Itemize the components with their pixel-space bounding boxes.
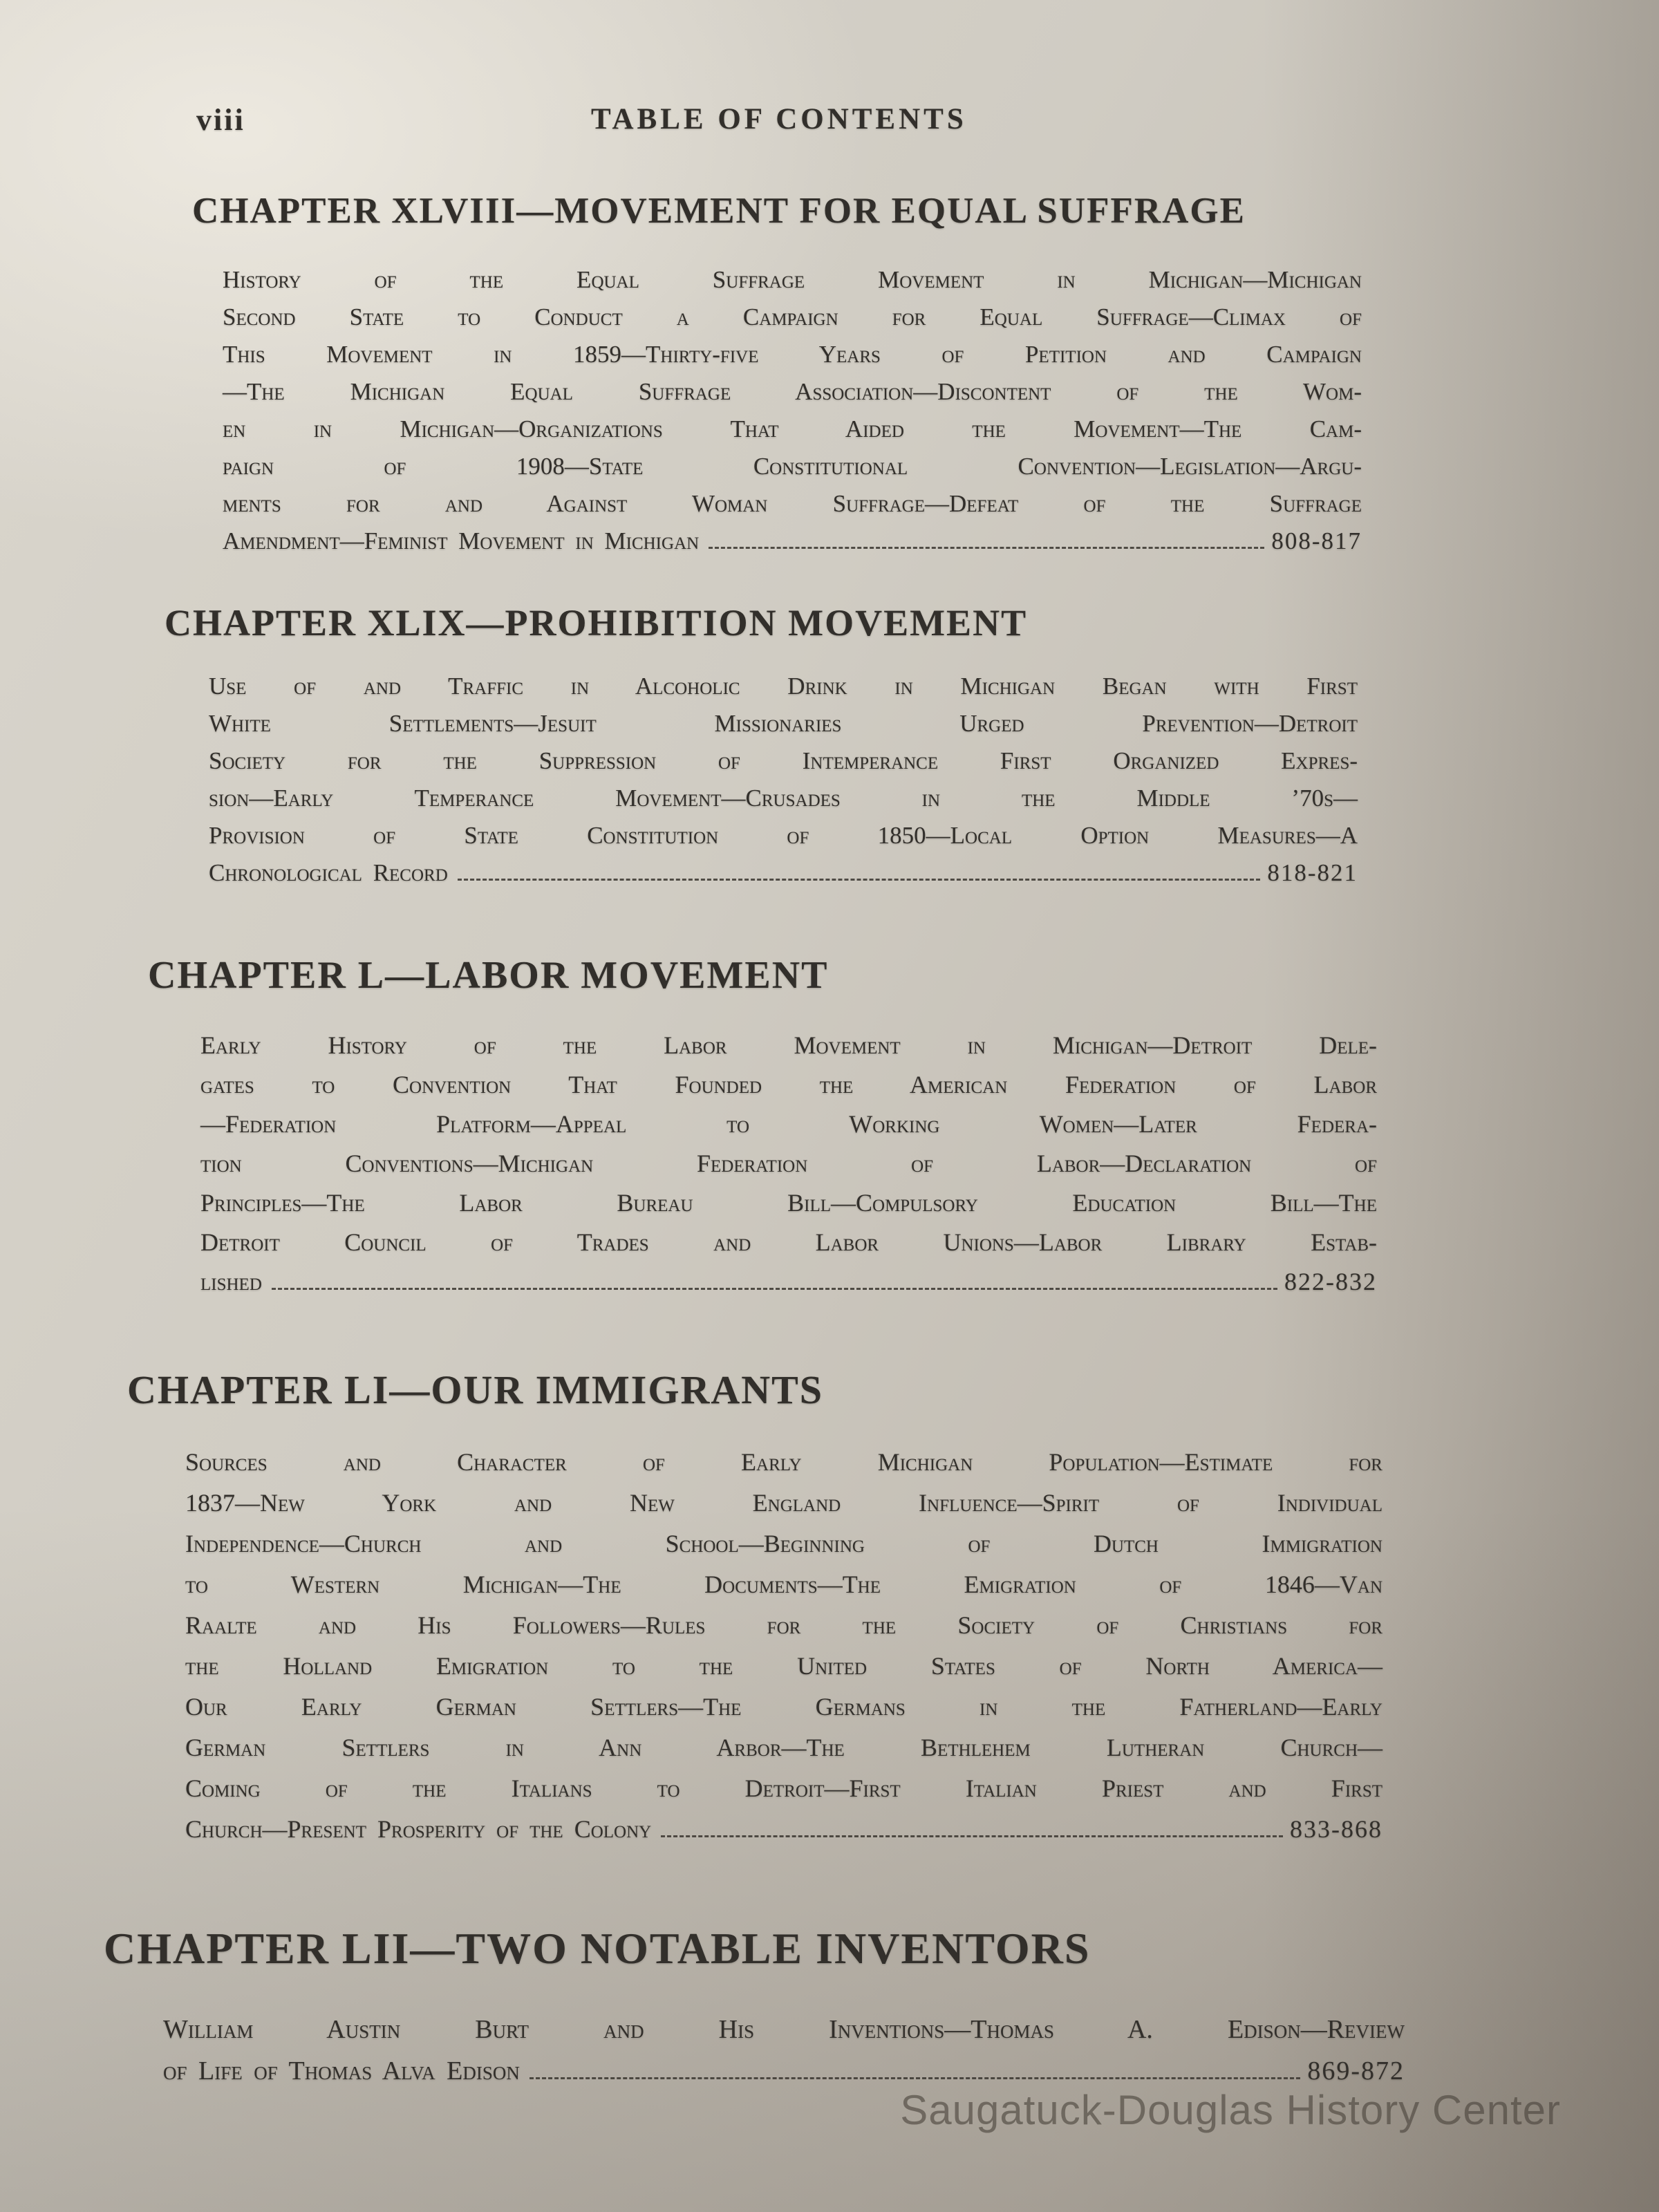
toc-line: gates to Convention That Founded the American Federation of Labor <box>200 1071 1377 1098</box>
toc-last-line <box>163 2050 1405 2092</box>
toc-last-line <box>223 523 1362 560</box>
toc-chapter <box>0 600 1659 892</box>
chapter-title: CHAPTER L—LABOR MOVEMENT <box>148 954 829 997</box>
chapter-title: CHAPTER LII—TWO NOTABLE INVENTORS <box>104 1924 1091 1973</box>
toc-line: White Settlements—Jesuit Missionaries Urged Prevention—Detroit <box>209 710 1358 737</box>
toc-line: —The Michigan Equal Suffrage Association—Discontent of the Wom- <box>223 378 1362 405</box>
toc-last-line <box>209 854 1358 892</box>
toc-chapter <box>0 1367 1659 1850</box>
chapter-title: CHAPTER LI—OUR IMMIGRANTS <box>127 1367 824 1412</box>
page-number: viii <box>196 103 245 137</box>
page-range: 869-872 <box>1307 2056 1405 2086</box>
watermark: Saugatuck-Douglas History Center <box>900 2087 1561 2133</box>
toc-line: en in Michigan—Organizations That Aided the Movement—The Cam- <box>223 415 1362 442</box>
toc-line: Second State to Conduct a Campaign for Equal Suffrage—Climax of <box>223 303 1362 330</box>
toc-line: Church—Present Prosperity of the Colony <box>185 1815 652 1843</box>
page-range: 808-817 <box>1271 527 1362 554</box>
dot-leader <box>709 547 1264 549</box>
toc-line: William Austin Burt and His Inventions—Thomas A. Edison—Review <box>163 2015 1405 2044</box>
toc-line: to Western Michigan—The Documents—The Emigration of 1846—Van <box>185 1571 1382 1598</box>
dot-leader <box>458 879 1261 881</box>
page-range: 833-868 <box>1290 1815 1382 1843</box>
toc-chapter <box>0 953 1659 1302</box>
chapter-title: CHAPTER XLIX—PROHIBITION MOVEMENT <box>165 602 1028 644</box>
toc-line: Society for the Suppression of Intemperance First Organized Expres- <box>209 747 1358 774</box>
chapter-summary <box>209 668 1358 892</box>
page-range: 818-821 <box>1267 859 1358 886</box>
chapter-summary <box>223 261 1362 560</box>
chapter-title: CHAPTER XLVIII—MOVEMENT FOR EQUAL SUFFRAGE <box>192 191 1246 231</box>
toc-line: Coming of the Italians to Detroit—First Italian Priest and First <box>185 1774 1382 1802</box>
toc-line: Our Early German Settlers—The Germans in the Fatherland—Early <box>185 1693 1382 1721</box>
toc-line: German Settlers in Ann Arbor—The Bethlehem Lutheran Church— <box>185 1734 1382 1761</box>
toc-chapter <box>0 188 1659 560</box>
toc-line: sion—Early Temperance Movement—Crusades in the Middle ’70s— <box>209 785 1358 812</box>
toc-last-line <box>185 1809 1382 1850</box>
toc-line: History of the Equal Suffrage Movement in Michigan—Michigan <box>223 266 1362 293</box>
toc-line: tion Conventions—Michigan Federation of Labor—Declaration of <box>200 1150 1377 1177</box>
chapter-summary <box>163 2009 1405 2092</box>
toc-line: Sources and Character of Early Michigan Population—Estimate for <box>185 1448 1382 1476</box>
toc-line: Principles—The Labor Bureau Bill—Compulsory Education Bill—The <box>200 1189 1377 1217</box>
chapter-summary <box>200 1026 1377 1302</box>
page-header-title: TABLE OF CONTENTS <box>591 103 967 135</box>
toc-line: Early History of the Labor Movement in Michigan—Detroit Dele- <box>200 1031 1377 1059</box>
dot-leader <box>272 1288 1277 1290</box>
toc-line: Amendment—Feminist Movement in Michigan <box>223 527 700 554</box>
toc-line: Use of and Traffic in Alcoholic Drink in Michigan Began with First <box>209 673 1358 700</box>
toc-line: Provision of State Constitution of 1850—Local Option Measures—A <box>209 822 1358 849</box>
toc-line: This Movement in 1859—Thirty-five Years of Petition and Campaign <box>223 341 1362 368</box>
toc-line: the Holland Emigration to the United States of North America— <box>185 1652 1382 1680</box>
toc-line: Raalte and His Followers—Rules for the Society of Christians for <box>185 1611 1382 1639</box>
page-range: 822-832 <box>1284 1268 1377 1295</box>
toc-line: —Federation Platform—Appeal to Working Women—Later Federa- <box>200 1110 1377 1138</box>
toc-line: Detroit Council of Trades and Labor Unions—Labor Library Estab- <box>200 1228 1377 1256</box>
chapter-summary <box>185 1442 1382 1850</box>
toc-line: 1837—New York and New England Influence—Spirit of Individual <box>185 1489 1382 1517</box>
toc-last-line <box>200 1262 1377 1302</box>
toc-line: ments for and Against Woman Suffrage—Defeat of the Suffrage <box>223 490 1362 517</box>
dot-leader <box>661 1835 1283 1837</box>
toc-line: Chronological Record <box>209 859 448 886</box>
toc-line: paign of 1908—State Constitutional Convention—Legislation—Argu- <box>223 453 1362 480</box>
toc-chapter <box>0 1923 1659 2092</box>
toc-line: lished <box>200 1268 262 1295</box>
toc-line: of Life of Thomas Alva Edison <box>163 2056 520 2086</box>
dot-leader <box>529 2077 1300 2079</box>
toc-line: Independence—Church and School—Beginning of Dutch Immigration <box>185 1530 1382 1557</box>
